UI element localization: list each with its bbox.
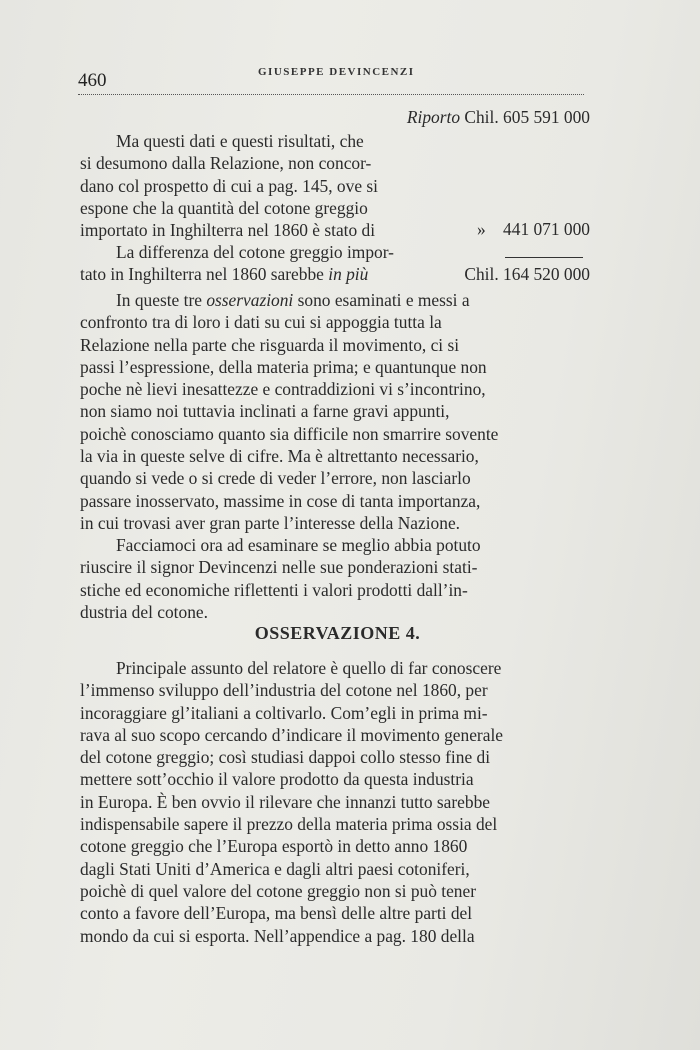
emphasis-text: in più: [328, 264, 369, 284]
section-title: OSSERVAZIONE 4.: [254, 623, 421, 643]
text-line: l’immenso sviluppo dell’industria del cotone nel 1860, per: [80, 680, 488, 701]
text-fragment: sono esaminati e messi a: [297, 290, 470, 310]
text-line: si desumono dalla Relazione, non concor-: [80, 153, 372, 174]
paragraph-1: [80, 130, 452, 241]
riporto-value: 605 591 000: [503, 107, 590, 127]
text-line: passare inosservato, massime in cose di tanta importanza,: [80, 490, 481, 511]
text-line: mondo da cui si esporta. Nell’appendice a pag. 180 della: [80, 925, 475, 946]
text-line: riuscire il signor Devincenzi nelle sue ponderazioni stati-: [80, 557, 478, 578]
riporto-unit: Chil.: [464, 107, 499, 127]
difference-unit: Chil.: [464, 264, 499, 284]
paragraph-3: [80, 289, 595, 534]
text-line: indispensabile sapere il prezzo della materia prima ossia del: [80, 814, 498, 835]
paragraph-2: [80, 241, 452, 263]
text-fragment: In queste tre: [116, 290, 202, 310]
quantity-value: 441 071 000: [503, 219, 590, 239]
text-line: stiche ed economiche riflettenti i valori prodotti dall’in-: [80, 579, 468, 600]
text-line: Relazione nella parte che risguarda il movimento, ci si: [80, 334, 460, 355]
text-line: espone che la quantità del cotone greggio: [80, 197, 368, 218]
text-line: Ma questi dati e questi risultati, che: [116, 131, 364, 151]
text-line: mettere sott’occhio il valore prodotto da questa industria: [80, 769, 474, 790]
text-line: quando si vede o si crede di veder l’errore, non lasciarlo: [80, 468, 471, 489]
text-line: poche nè lievi inesattezze e contraddizioni vi s’incontrino,: [80, 379, 486, 400]
text-line: in cui trovasi aver gran parte l’interesse della Nazione.: [80, 512, 461, 533]
text-line: conto a favore dell’Europa, ma bensì delle altre parti del: [80, 903, 473, 924]
text-line: Principale assunto del relatore è quello di far conoscere: [116, 658, 502, 678]
text-line: cotone greggio che l’Europa esportò in detto anno 1860: [80, 836, 468, 857]
page-number: 460: [78, 70, 107, 91]
text-line: dustria del cotone.: [80, 601, 208, 622]
text-line: del cotone greggio; così studiasi dappoi collo stesso fine di: [80, 747, 491, 768]
text-line: la via in queste selve di cifre. Ma è altrettanto necessario,: [80, 446, 479, 467]
text-line: tato in Inghilterra nel 1860 sarebbe: [80, 264, 324, 284]
text-line: passi l’espressione, della materia prima; e quantunque non: [80, 356, 487, 377]
text-line: rava al suo scopo cercando d’indicare il movimento generale: [80, 724, 503, 745]
emphasis-text: osservazioni: [206, 290, 294, 310]
section-paragraph: [80, 657, 595, 947]
text-line: incoraggiare gl’italiani a coltivarlo. Com’egli in prima mi-: [80, 702, 488, 723]
text-line: La differenza del cotone greggio impor-: [116, 242, 394, 262]
text-line: [80, 289, 595, 311]
difference-value: 164 520 000: [503, 264, 590, 284]
running-head: GIUSEPPE DEVINCENZI: [258, 66, 415, 78]
text-line: importato in Inghilterra nel 1860 è stato di: [80, 220, 376, 241]
text-line: Facciamoci ora ad esaminare se meglio abbia potuto: [116, 535, 481, 555]
text-line: poichè conosciamo quanto sia difficile non smarrire sovente: [80, 423, 499, 444]
text-line: dano col prospetto di cui a pag. 145, ove si: [80, 175, 378, 196]
riporto-label: Riporto: [406, 107, 461, 127]
text-line: poichè di quel valore del cotone greggio non si può tener: [80, 880, 477, 901]
text-line: non siamo noi tuttavia inclinati a farne gravi appunti,: [80, 401, 450, 422]
text-line: dagli Stati Uniti d’America e dagli altri paesi cotoniferi,: [80, 858, 470, 879]
text-line: in Europa. È ben ovvio il rilevare che innanzi tutto sarebbe: [80, 791, 490, 812]
paragraph-4: [80, 534, 595, 623]
sum-rule: [505, 257, 583, 258]
page-header: [78, 62, 584, 95]
ditto-marker: »: [476, 219, 486, 239]
text-line: confronto tra di loro i dati su cui si appoggia tutta la: [80, 312, 442, 333]
